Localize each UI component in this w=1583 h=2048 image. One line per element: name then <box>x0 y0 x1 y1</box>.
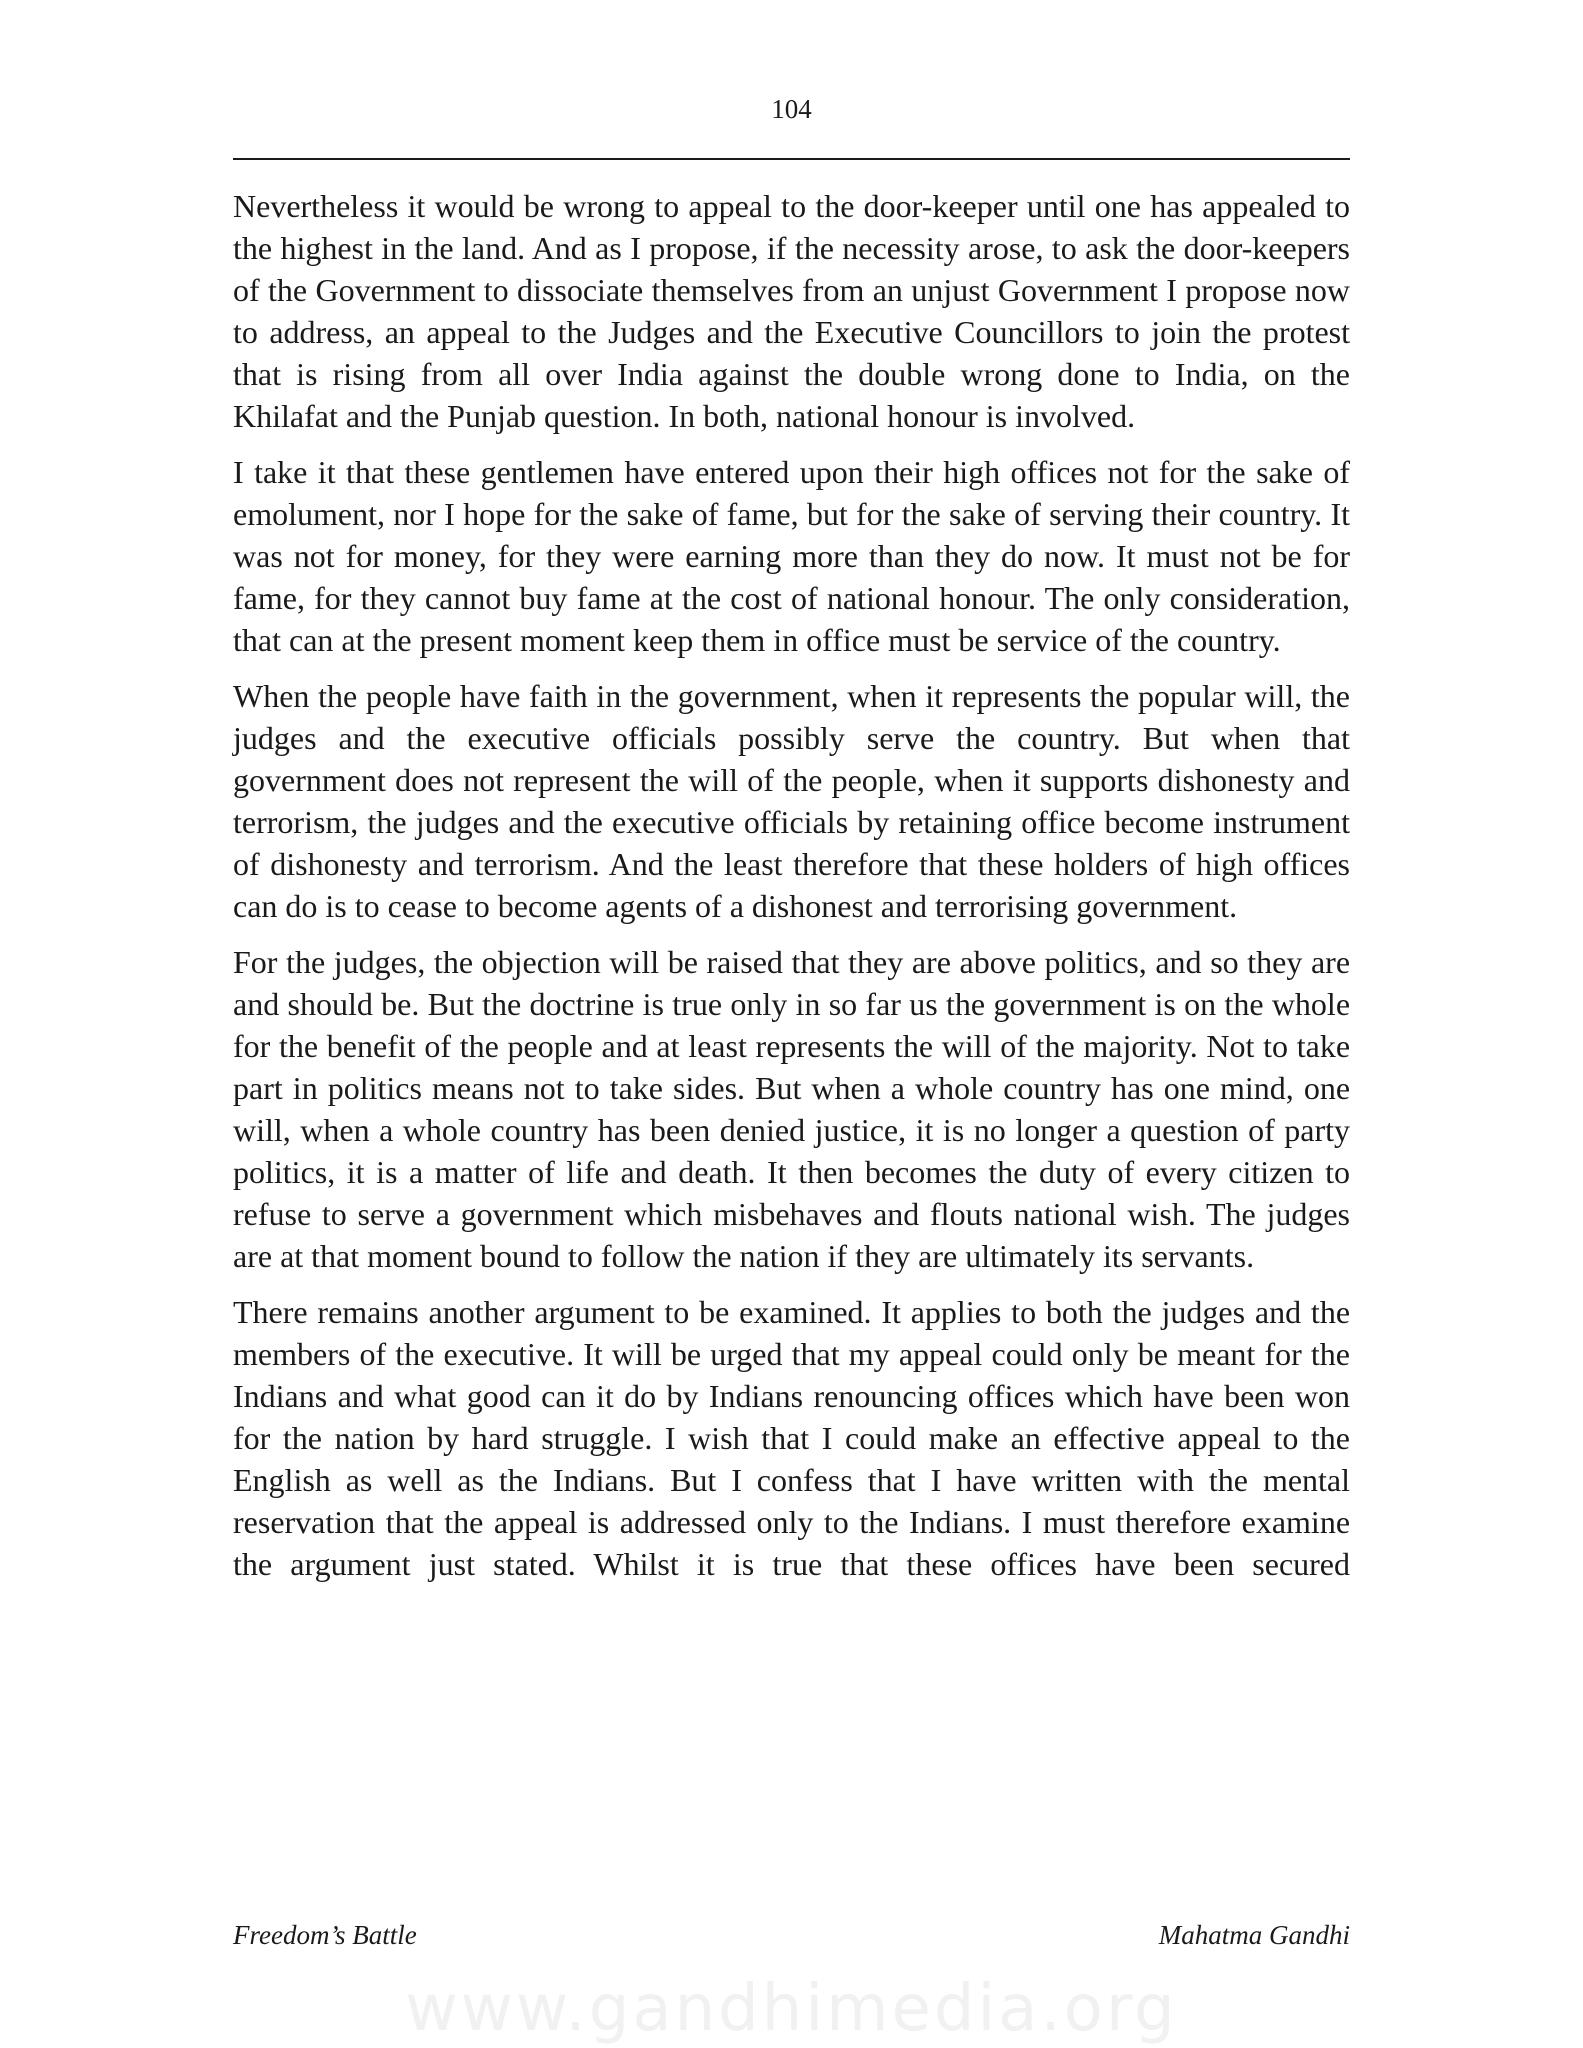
text-line: keep them in office must be service of the country. <box>632 622 1281 658</box>
text-line: against the double wrong done to India, on the Khilafat and the Punjab <box>233 356 1351 434</box>
text-line: unjust Government I propose now to address, an appeal to the Judges and <box>233 272 1351 350</box>
text-line: when it supports dishonesty and terrorism, the judges and the executive <box>233 762 1351 840</box>
text-line: to ask the door-keepers of the Government to dissociate themselves from an <box>233 230 1351 308</box>
text-line: When the people have faith in the government, when it represents the <box>233 678 1130 714</box>
text-line: argument just stated. Whilst it is true that these offices have been secured <box>290 1546 1351 1582</box>
text-line: renouncing offices which have been won for the nation by hard struggle. I <box>233 1378 1351 1456</box>
paragraph <box>233 675 1350 927</box>
footer-author: Mahatma Gandhi <box>1158 1920 1350 1950</box>
text-line: serving their country. It was not for money, for they were earning more than <box>233 496 1351 574</box>
text-line: officials by retaining office become instrument of dishonesty and terrorism. <box>233 804 1351 882</box>
text-line: they do now. It must not be for fame, for they cannot buy fame at the cost of <box>233 538 1351 616</box>
text-line: become agents of a dishonest and terrorising government. <box>497 888 1238 924</box>
paragraph <box>233 451 1350 661</box>
body-text <box>233 185 1350 1599</box>
text-line: The judges are at that moment bound to follow the nation if they are <box>233 1196 1351 1274</box>
text-line: Indians. But I confess that I have written with the mental reservation that the <box>233 1462 1351 1540</box>
text-line: is a matter of life and death. It then becomes the duty of every citizen to <box>376 1154 1351 1190</box>
paragraph <box>233 185 1350 437</box>
paragraph <box>233 1291 1350 1585</box>
watermark: www.gandhimedia.org <box>405 1972 1178 2046</box>
text-line: question. In both, national honour is involved. <box>544 398 1136 434</box>
text-line: country has been denied justice, it is no longer a question of party politics, it <box>233 1112 1351 1190</box>
text-line: And the least therefore that these holders of high offices can do is to cease to <box>233 846 1351 924</box>
text-line: country. But when that government does not represent the will of the people, <box>233 720 1350 798</box>
text-line: take sides. But when a whole country has one mind, one will, when a whole <box>233 1070 1351 1148</box>
paragraph <box>233 941 1350 1277</box>
text-line: appeal is addressed only to the Indians. I must therefore examine the <box>233 1504 1351 1582</box>
text-line: government is on the whole for the benefit of the people and at least <box>233 986 1351 1064</box>
text-line: popular will, the judges and the executive officials possibly serve the <box>233 678 1351 756</box>
text-line: wish that I could make an effective appeal to the English as well as the <box>233 1420 1350 1498</box>
text-line: could only be meant for the Indians and what good can it do by Indians <box>233 1336 1351 1414</box>
footer-book-title: Freedom’s Battle <box>233 1920 417 1950</box>
text-line: judges and the members of the executive. It will be urged that my appeal <box>233 1294 1351 1372</box>
text-line: I take it that these gentlemen have entered upon their high offices not for the <box>233 454 1246 490</box>
text-line: the Executive Councillors to join the protest that is rising from all over India <box>233 314 1351 392</box>
page-number: 104 <box>771 94 812 124</box>
text-line: Nevertheless it would be wrong to appeal to the door-keeper until one has <box>233 188 1193 224</box>
text-line: appealed to the highest in the land. And as I propose, if the necessity arose, <box>233 188 1351 266</box>
text-line: so they are and should be. But the doctrine is true only in so far us the <box>233 944 1351 1022</box>
text-line: refuse to serve a government which misbehaves and flouts national wish. <box>233 1196 1196 1232</box>
text-line: There remains another argument to be examined. It applies to both the <box>233 1294 1152 1330</box>
header-divider <box>233 158 1350 160</box>
text-line: For the judges, the objection will be raised that they are above politics, and <box>233 944 1202 980</box>
text-line: ultimately its servants. <box>965 1238 1255 1274</box>
text-line: represents the will of the majority. Not to take part in politics means not to <box>233 1028 1351 1106</box>
text-line: national honour. The only consideration, that can at the present moment <box>233 580 1351 658</box>
text-line: sake of emolument, nor I hope for the sake of fame, but for the sake of <box>233 454 1351 532</box>
